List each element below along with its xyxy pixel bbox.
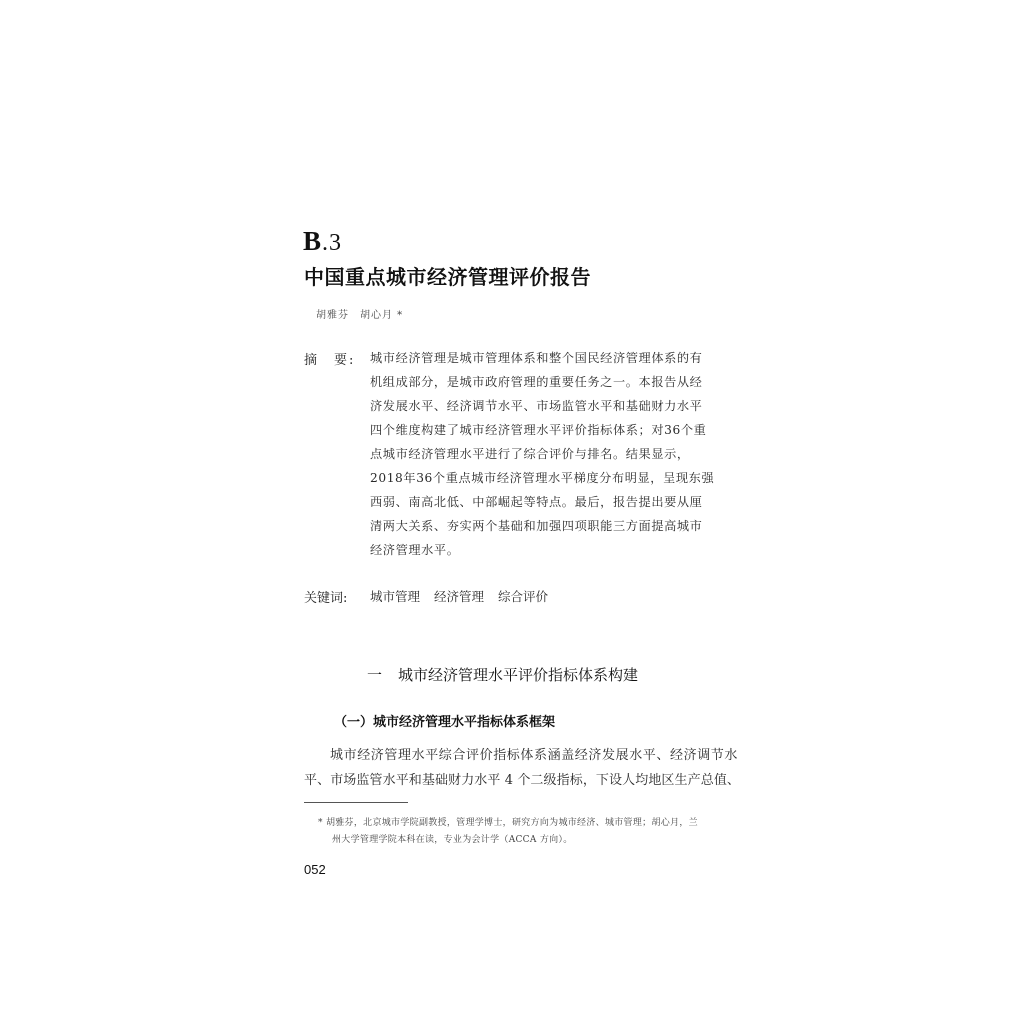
keyword: 城市管理 [370, 589, 421, 604]
footnote-line: * 胡雅芬，北京城市学院副教授，管理学博士，研究方向为城市经济、城市管理；胡心月，兰 [318, 818, 698, 828]
abstract-line: 经济管理水平。 [370, 543, 460, 557]
author-line: 胡雅芬 胡心月 * [316, 310, 404, 321]
abstract-line: 点城市经济管理水平进行了综合评价与排名。结果显示， [370, 447, 690, 461]
keywords-list [370, 587, 562, 605]
keyword: 经济管理 [434, 589, 485, 604]
keywords-label: 关键词: [304, 591, 348, 606]
abstract-line: 济发展水平、经济调节水平、市场监管水平和基础财力水平 [370, 399, 703, 413]
keyword: 综合评价 [498, 589, 549, 604]
section-heading [367, 664, 638, 685]
section-number: 一 [367, 666, 383, 684]
report-title: 中国重点城市经济管理评价报告 [304, 265, 591, 289]
abstract-line: 2018年36个重点城市经济管理水平梯度分布明显，呈现东强 [370, 471, 715, 485]
body-paragraph-line: 城市经济管理水平综合评价指标体系涵盖经济发展水平、经济调节水 [330, 748, 739, 763]
footnote-line: 州大学管理学院本科在读，专业为会计学（ACCA 方向）。 [332, 835, 573, 845]
abstract-line: 西弱、南高北低、中部崛起等特点。最后，报告提出要从厘 [370, 495, 703, 509]
body-paragraph-line: 平、市场监管水平和基础财力水平 4 个二级指标，下设人均地区生产总值、 [304, 773, 741, 788]
chapter-prefix: B [303, 226, 323, 256]
abstract-line: 四个维度构建了城市经济管理水平评价指标体系；对36个重 [370, 423, 707, 437]
abstract-line: 城市经济管理是城市管理体系和整个国民经济管理体系的有 [370, 351, 703, 365]
abstract-line: 机组成部分，是城市政府管理的重要任务之一。本报告从经 [370, 375, 703, 389]
chapter-number: .3 [322, 230, 343, 256]
section-title: 城市经济管理水平评价指标体系构建 [398, 666, 639, 684]
footnote-divider [304, 802, 408, 803]
abstract-label: 摘 要: [304, 353, 356, 368]
page-number: 052 [304, 862, 326, 877]
subsection-heading: （一）城市经济管理水平指标体系框架 [334, 715, 556, 730]
abstract-line: 清两大关系、夯实两个基础和加强四项职能三方面提高城市 [370, 519, 703, 533]
chapter-label [303, 226, 342, 257]
